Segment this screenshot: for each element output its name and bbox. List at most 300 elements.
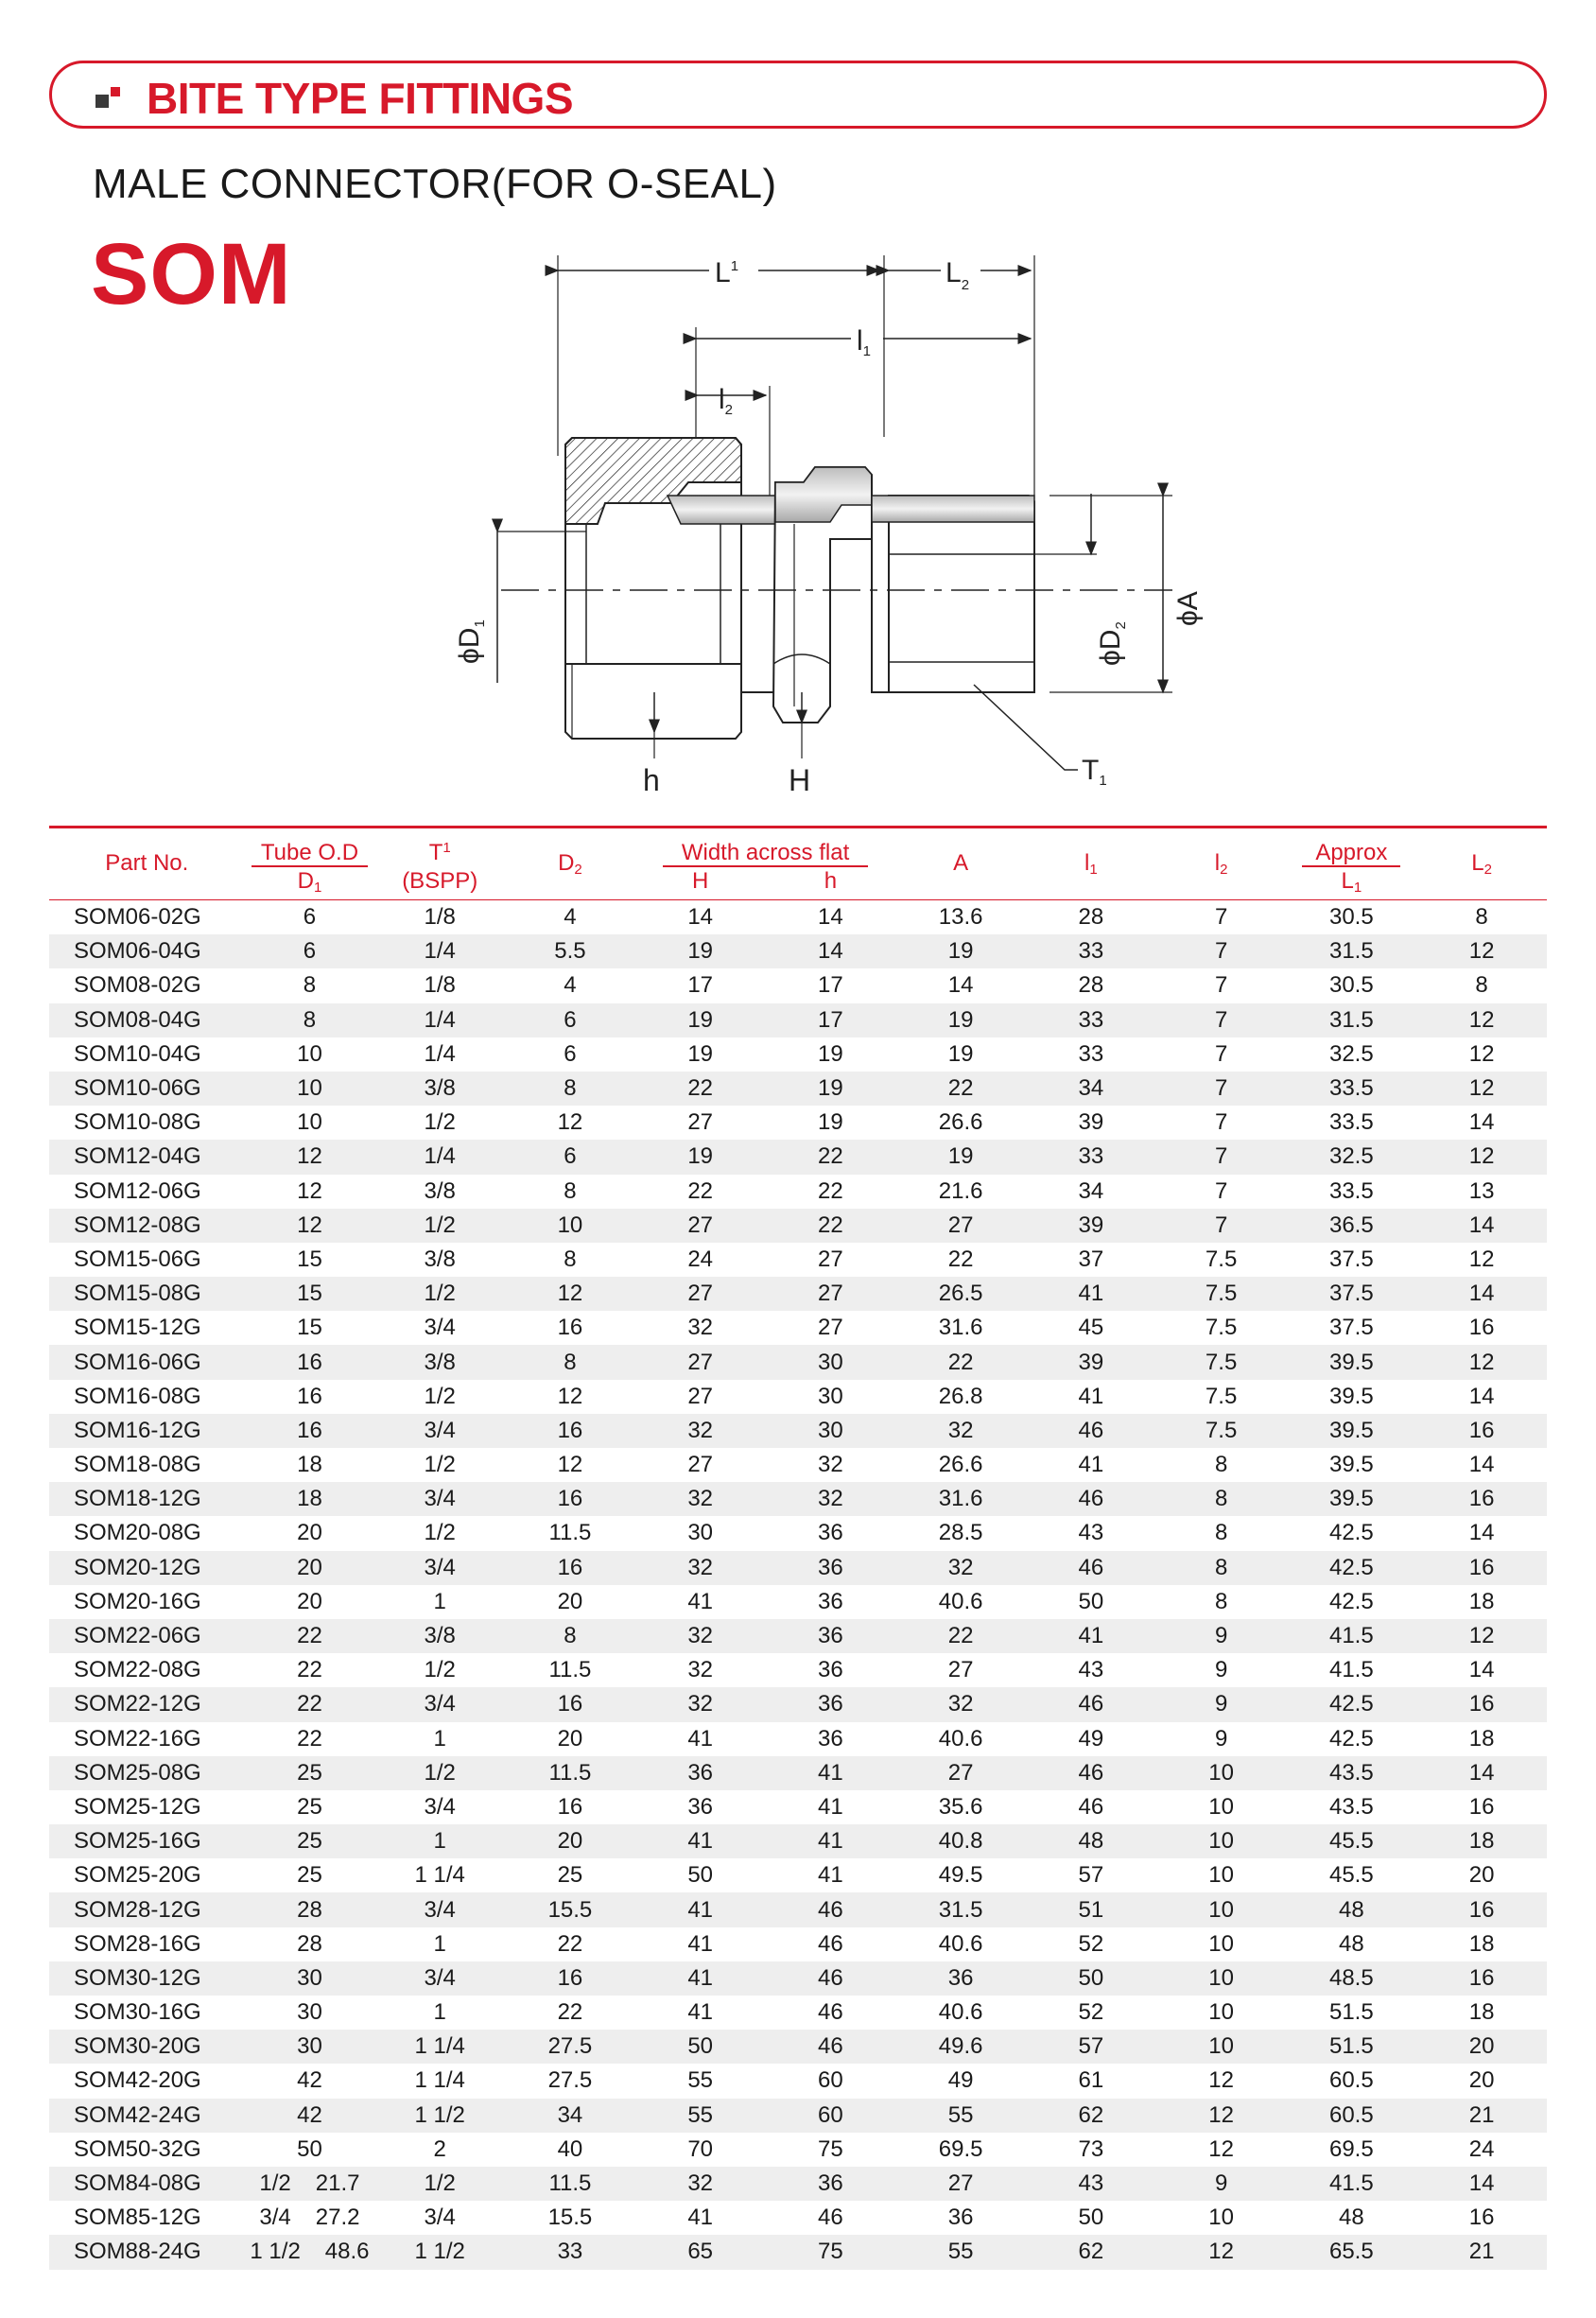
table-cell: 19 bbox=[687, 938, 714, 965]
table-cell: 41 bbox=[687, 1588, 714, 1614]
label-h: h bbox=[643, 763, 660, 797]
table-cell: 22 bbox=[947, 1075, 974, 1102]
table-cell: 22 bbox=[557, 1999, 583, 2026]
part-number-cell: SOM10-06G bbox=[74, 1075, 201, 1102]
table-cell: 46 bbox=[1078, 1554, 1104, 1580]
table-cell: 65.5 bbox=[1328, 2239, 1374, 2265]
table-cell: 3/4 bbox=[424, 2205, 456, 2231]
header-t1: $T^1$ bbox=[428, 840, 451, 865]
table-cell: 30 bbox=[818, 1417, 843, 1443]
label-l2: $l_2$ bbox=[719, 384, 734, 418]
table-cell: 33.5 bbox=[1328, 1109, 1374, 1136]
tube-od-split-cell bbox=[245, 2235, 375, 2269]
table-cell: 27 bbox=[687, 1383, 714, 1409]
table-cell: 16 bbox=[297, 1417, 322, 1443]
table-row bbox=[49, 1790, 1547, 1824]
table-cell: 33 bbox=[1078, 1006, 1104, 1033]
table-cell: 36 bbox=[818, 1588, 843, 1614]
table-cell: 42.5 bbox=[1328, 1691, 1374, 1717]
table-row bbox=[49, 1619, 1547, 1653]
table-cell: 12 bbox=[1468, 1006, 1495, 1033]
table-cell: 7 bbox=[1214, 904, 1228, 931]
table-cell: 8 bbox=[1214, 1520, 1228, 1546]
product-name: MALE CONNECTOR(FOR O-SEAL) bbox=[93, 161, 777, 207]
table-cell: 17 bbox=[818, 1006, 843, 1033]
table-cell: 7 bbox=[1214, 1143, 1228, 1170]
table-cell: 30.5 bbox=[1328, 904, 1374, 931]
table-cell: 30 bbox=[297, 1964, 322, 1991]
table-row bbox=[49, 2030, 1547, 2064]
tube-od-mm: 27.2 bbox=[315, 2205, 360, 2231]
table-cell: 41 bbox=[687, 1930, 714, 1957]
part-number-cell: SOM06-04G bbox=[74, 938, 201, 965]
table-cell: 22 bbox=[947, 1349, 974, 1375]
table-cell: 3/4 bbox=[424, 1315, 456, 1341]
table-cell: 22 bbox=[297, 1657, 322, 1683]
table-row bbox=[49, 1243, 1547, 1277]
table-cell: 12 bbox=[297, 1211, 322, 1238]
table-cell: 46 bbox=[818, 2205, 843, 2231]
table-cell: 16 bbox=[557, 1417, 583, 1443]
table-cell: 1/4 bbox=[424, 1006, 456, 1033]
table-row bbox=[49, 2133, 1547, 2167]
table-cell: 37.5 bbox=[1328, 1281, 1374, 1307]
table-cell: 41 bbox=[818, 1828, 843, 1855]
table-cell: 11.5 bbox=[548, 1759, 592, 1786]
table-cell: 25 bbox=[297, 1759, 322, 1786]
table-cell: 14 bbox=[818, 904, 843, 931]
table-row-special bbox=[49, 2201, 1547, 2235]
table-cell: 16 bbox=[1468, 1691, 1495, 1717]
table-cell: 32 bbox=[947, 1417, 974, 1443]
label-H: H bbox=[789, 763, 811, 797]
table-cell: 21.6 bbox=[938, 1177, 983, 1204]
table-cell: 22 bbox=[818, 1211, 843, 1238]
table-cell: 50 bbox=[1078, 1964, 1104, 1991]
table-cell: 50 bbox=[1078, 1588, 1104, 1614]
table-cell: 7.5 bbox=[1205, 1281, 1238, 1307]
table-cell: 10 bbox=[297, 1040, 322, 1067]
table-cell: 10 bbox=[1208, 1930, 1234, 1957]
table-cell: 41 bbox=[818, 1759, 843, 1786]
table-cell: 20 bbox=[297, 1554, 322, 1580]
part-number-cell: SOM22-08G bbox=[74, 1657, 201, 1683]
table-row bbox=[49, 1380, 1547, 1414]
table-cell: 8 bbox=[303, 972, 317, 999]
table-cell: 32.5 bbox=[1328, 1040, 1374, 1067]
table-cell: 48 bbox=[1339, 2205, 1364, 2231]
table-cell: 39.5 bbox=[1328, 1349, 1374, 1375]
table-cell: 22 bbox=[947, 1246, 974, 1272]
table-cell: 15 bbox=[297, 1246, 322, 1272]
header-d2: $D_2$ bbox=[558, 849, 582, 878]
table-cell: 40.8 bbox=[938, 1828, 983, 1855]
table-row bbox=[49, 1756, 1547, 1790]
header-L2: $L_2$ bbox=[1471, 849, 1492, 878]
table-cell: 32.5 bbox=[1328, 1143, 1374, 1170]
table-cell: 12 bbox=[1468, 1246, 1495, 1272]
table-cell: 51.5 bbox=[1328, 1999, 1374, 2026]
label-A: ϕA bbox=[1172, 591, 1204, 626]
table-cell: 41 bbox=[687, 1828, 714, 1855]
table-cell: 32 bbox=[947, 1554, 974, 1580]
table-cell: 39.5 bbox=[1328, 1417, 1374, 1443]
table-cell: 18 bbox=[1468, 1588, 1495, 1614]
table-cell: 49.6 bbox=[938, 2033, 983, 2060]
table-row bbox=[49, 1687, 1547, 1721]
table-cell: 15.5 bbox=[547, 2205, 593, 2231]
table-cell: 12 bbox=[1208, 2239, 1234, 2265]
table-cell: 55 bbox=[687, 2067, 714, 2094]
part-number-cell: SOM28-16G bbox=[74, 1930, 201, 1957]
table-cell: 9 bbox=[1214, 1691, 1228, 1717]
table-cell: 14 bbox=[1468, 1657, 1495, 1683]
table-cell: 30 bbox=[297, 2033, 322, 2060]
table-cell: 20 bbox=[1468, 2033, 1495, 2060]
table-cell: 39 bbox=[1078, 1109, 1104, 1136]
table-cell: 21 bbox=[1468, 2239, 1495, 2265]
part-number-cell: SOM25-08G bbox=[74, 1759, 201, 1786]
table-cell: 41 bbox=[1078, 1281, 1104, 1307]
table-cell: 18 bbox=[1468, 1828, 1495, 1855]
table-cell: 1 1/4 bbox=[414, 1862, 465, 1889]
table-cell: 1 bbox=[433, 1930, 446, 1957]
table-cell: 20 bbox=[1468, 2067, 1495, 2094]
table-cell: 3/4 bbox=[424, 1691, 456, 1717]
table-cell: 1/2 bbox=[424, 1759, 456, 1786]
table-cell: 10 bbox=[1208, 1964, 1234, 1991]
header-l1: $l_1$ bbox=[1084, 849, 1098, 878]
table-cell: 46 bbox=[1078, 1691, 1104, 1717]
table-cell: 12 bbox=[1468, 1349, 1495, 1375]
table-cell: 65 bbox=[687, 2239, 714, 2265]
table-cell: 14 bbox=[1468, 1759, 1495, 1786]
table-cell: 25 bbox=[297, 1793, 322, 1820]
table-cell: 27 bbox=[818, 1246, 843, 1272]
table-cell: 16 bbox=[1468, 2205, 1495, 2231]
table-cell: 12 bbox=[297, 1177, 322, 1204]
table-row bbox=[49, 1072, 1547, 1106]
table-cell: 45.5 bbox=[1328, 1828, 1374, 1855]
table-cell: 12 bbox=[1468, 1623, 1495, 1649]
part-number-cell: SOM50-32G bbox=[74, 2135, 201, 2162]
table-cell: 69.5 bbox=[1328, 2135, 1374, 2162]
table-cell: 3/4 bbox=[424, 1964, 456, 1991]
part-number-cell: SOM22-16G bbox=[74, 1725, 201, 1752]
table-cell: 48.5 bbox=[1328, 1964, 1374, 1991]
header-part-no: Part No. bbox=[105, 850, 189, 876]
part-number-cell: SOM12-06G bbox=[74, 1177, 201, 1204]
part-number-cell: SOM20-16G bbox=[74, 1588, 201, 1614]
table-cell: 42.5 bbox=[1328, 1520, 1374, 1546]
table-cell: 46 bbox=[818, 2033, 843, 2060]
table-cell: 3/4 bbox=[424, 1793, 456, 1820]
table-cell: 13.6 bbox=[938, 904, 983, 931]
table-cell: 46 bbox=[1078, 1759, 1104, 1786]
table-cell: 16 bbox=[1468, 1417, 1495, 1443]
table-cell: 41 bbox=[687, 1725, 714, 1752]
table-cell: 27.5 bbox=[547, 2067, 593, 2094]
part-number-cell: SOM08-04G bbox=[74, 1006, 201, 1033]
table-cell: 42 bbox=[297, 2067, 322, 2094]
table-cell: 27 bbox=[818, 1315, 843, 1341]
table-cell: 12 bbox=[1468, 1075, 1495, 1102]
table-cell: 75 bbox=[818, 2135, 843, 2162]
part-number-cell: SOM30-20G bbox=[74, 2033, 201, 2060]
table-cell: 36 bbox=[687, 1759, 714, 1786]
table-row bbox=[49, 1482, 1547, 1516]
label-L2: $L_2$ bbox=[945, 257, 970, 293]
table-cell: 1/2 bbox=[424, 1211, 456, 1238]
table-cell: 36 bbox=[818, 1657, 843, 1683]
table-cell: 7 bbox=[1214, 1040, 1228, 1067]
table-row bbox=[49, 1551, 1547, 1585]
table-cell: 3/8 bbox=[424, 1349, 456, 1375]
table-cell: 49 bbox=[947, 2067, 974, 2094]
table-cell: 33 bbox=[1078, 1143, 1104, 1170]
table-cell: 19 bbox=[947, 1143, 974, 1170]
table-cell: 10 bbox=[1208, 2205, 1234, 2231]
table-row bbox=[49, 1585, 1547, 1619]
table-cell: 36 bbox=[947, 1964, 974, 1991]
table-cell: 8 bbox=[1214, 1486, 1228, 1512]
table-cell: 11.5 bbox=[548, 1520, 592, 1546]
table-cell: 26.6 bbox=[938, 1109, 983, 1136]
table-cell: 73 bbox=[1078, 2135, 1104, 2162]
table-cell: 43 bbox=[1078, 1657, 1104, 1683]
table-cell: 32 bbox=[687, 2170, 714, 2197]
table-cell: 9 bbox=[1214, 1725, 1228, 1752]
table-cell: 11.5 bbox=[548, 1657, 592, 1683]
table-row bbox=[49, 1311, 1547, 1345]
table-cell: 14 bbox=[687, 904, 714, 931]
table-cell: 36 bbox=[687, 1793, 714, 1820]
table-cell: 7 bbox=[1214, 938, 1228, 965]
tube-od-mm: 21.7 bbox=[315, 2170, 360, 2197]
table-cell: 22 bbox=[818, 1177, 843, 1204]
part-number-cell: SOM42-24G bbox=[74, 2101, 201, 2128]
table-cell: 12 bbox=[557, 1281, 583, 1307]
table-cell: 27 bbox=[947, 2170, 974, 2197]
header-A: A bbox=[953, 850, 969, 876]
table-row bbox=[49, 1516, 1547, 1550]
table-cell: 20 bbox=[557, 1725, 583, 1752]
table-cell: 30 bbox=[297, 1999, 322, 2026]
table-cell: 20 bbox=[1468, 1862, 1495, 1889]
tube-od-inch: 3/4 bbox=[259, 2205, 291, 2231]
label-T1: $T_1$ bbox=[1082, 755, 1107, 789]
table-cell: 12 bbox=[557, 1109, 583, 1136]
table-cell: 41.5 bbox=[1328, 2170, 1374, 2197]
table-row bbox=[49, 968, 1547, 1002]
table-cell: 1/2 bbox=[424, 1657, 456, 1683]
table-cell: 13 bbox=[1468, 1177, 1495, 1204]
part-number-cell: SOM06-02G bbox=[74, 904, 201, 931]
table-cell: 55 bbox=[947, 2101, 974, 2128]
table-cell: 43 bbox=[1078, 1520, 1104, 1546]
table-cell: 32 bbox=[947, 1691, 974, 1717]
table-cell: 25 bbox=[297, 1862, 322, 1889]
header-tube-od: Tube O.D bbox=[252, 840, 368, 867]
tube-od-split-cell bbox=[245, 2201, 375, 2235]
table-cell: 22 bbox=[297, 1725, 322, 1752]
table-cell: 15.5 bbox=[547, 1896, 593, 1923]
table-cell: 19 bbox=[687, 1006, 714, 1033]
table-cell: 41 bbox=[687, 1896, 714, 1923]
table-cell: 12 bbox=[1208, 2101, 1234, 2128]
table-cell: 8 bbox=[564, 1623, 577, 1649]
table-cell: 46 bbox=[818, 1930, 843, 1957]
table-cell: 18 bbox=[297, 1452, 322, 1478]
table-cell: 5.5 bbox=[554, 938, 586, 965]
table-row bbox=[49, 1448, 1547, 1482]
specification-table bbox=[49, 828, 1547, 2270]
table-cell: 41 bbox=[1078, 1383, 1104, 1409]
table-cell: 10 bbox=[1208, 1828, 1234, 1855]
header-H: H bbox=[691, 868, 709, 894]
table-cell: 10 bbox=[1208, 1999, 1234, 2026]
table-cell: 70 bbox=[687, 2135, 714, 2162]
part-number-cell: SOM08-02G bbox=[74, 972, 201, 999]
table-cell: 36 bbox=[947, 2205, 974, 2231]
table-row bbox=[49, 1824, 1547, 1858]
table-cell: 12 bbox=[557, 1383, 583, 1409]
table-cell: 8 bbox=[564, 1177, 577, 1204]
table-cell: 33.5 bbox=[1328, 1075, 1374, 1102]
table-cell: 19 bbox=[947, 1006, 974, 1033]
tube-od-inch: 1 1/2 bbox=[250, 2239, 301, 2265]
table-cell: 1/8 bbox=[424, 904, 456, 931]
technical-drawing bbox=[444, 248, 1220, 806]
table-cell: 6 bbox=[564, 1006, 577, 1033]
table-cell: 3/8 bbox=[424, 1177, 456, 1204]
part-number-cell: SOM22-12G bbox=[74, 1691, 201, 1717]
table-cell: 27 bbox=[687, 1281, 714, 1307]
table-cell: 34 bbox=[1078, 1075, 1104, 1102]
part-number-cell: SOM42-20G bbox=[74, 2067, 201, 2094]
table-cell: 40.6 bbox=[938, 1588, 983, 1614]
table-cell: 24 bbox=[687, 1246, 714, 1272]
table-cell: 1/8 bbox=[424, 972, 456, 999]
part-number-cell: SOM20-08G bbox=[74, 1520, 201, 1546]
table-row bbox=[49, 900, 1547, 934]
table-cell: 16 bbox=[557, 1554, 583, 1580]
part-number-cell: SOM16-06G bbox=[74, 1349, 201, 1375]
table-cell: 4 bbox=[564, 904, 577, 931]
part-number-cell: SOM85-12G bbox=[74, 2205, 201, 2231]
table-cell: 49.5 bbox=[938, 1862, 983, 1889]
table-cell: 32 bbox=[687, 1417, 714, 1443]
table-cell: 37.5 bbox=[1328, 1315, 1374, 1341]
header-L1: $L_1$ bbox=[1341, 868, 1362, 896]
table-cell: 40.6 bbox=[938, 1930, 983, 1957]
table-row bbox=[49, 1003, 1547, 1037]
table-cell: 41.5 bbox=[1328, 1657, 1374, 1683]
table-cell: 16 bbox=[1468, 1315, 1495, 1341]
part-number-cell: SOM15-12G bbox=[74, 1315, 201, 1341]
table-cell: 1/4 bbox=[424, 1143, 456, 1170]
table-cell: 19 bbox=[947, 938, 974, 965]
table-cell: 43.5 bbox=[1328, 1793, 1374, 1820]
table-cell: 16 bbox=[1468, 1793, 1495, 1820]
table-cell: 36 bbox=[818, 1623, 843, 1649]
label-l1: $l_1$ bbox=[857, 325, 872, 359]
table-cell: 41 bbox=[687, 2205, 714, 2231]
table-cell: 60 bbox=[818, 2067, 843, 2094]
table-cell: 8 bbox=[564, 1246, 577, 1272]
table-cell: 31.6 bbox=[938, 1486, 983, 1512]
part-number-cell: SOM88-24G bbox=[74, 2239, 201, 2265]
table-cell: 1/2 bbox=[424, 2170, 456, 2197]
header-d1: $D_1$ bbox=[297, 868, 322, 896]
part-number-cell: SOM18-08G bbox=[74, 1452, 201, 1478]
part-number-cell: SOM20-12G bbox=[74, 1554, 201, 1580]
table-cell: 7.5 bbox=[1205, 1246, 1238, 1272]
table-cell: 16 bbox=[1468, 1896, 1495, 1923]
table-cell: 16 bbox=[297, 1383, 322, 1409]
table-cell: 62 bbox=[1078, 2101, 1104, 2128]
label-D1: $\phi D_1$ bbox=[454, 619, 488, 664]
table-cell: 14 bbox=[1468, 1452, 1495, 1478]
table-cell: 3/8 bbox=[424, 1075, 456, 1102]
table-cell: 32 bbox=[687, 1691, 714, 1717]
table-cell: 18 bbox=[297, 1486, 322, 1512]
table-cell: 15 bbox=[297, 1315, 322, 1341]
table-cell: 1 1/4 bbox=[414, 2033, 465, 2060]
table-cell: 8 bbox=[1214, 1554, 1228, 1580]
table-cell: 15 bbox=[297, 1281, 322, 1307]
table-cell: 31.6 bbox=[938, 1315, 983, 1341]
table-cell: 36 bbox=[818, 1725, 843, 1752]
table-row bbox=[49, 2099, 1547, 2133]
table-cell: 26.5 bbox=[938, 1281, 983, 1307]
table-cell: 31.5 bbox=[938, 1896, 983, 1923]
table-cell: 30 bbox=[687, 1520, 714, 1546]
table-cell: 19 bbox=[818, 1040, 843, 1067]
table-cell: 19 bbox=[687, 1040, 714, 1067]
part-number-cell: SOM30-16G bbox=[74, 1999, 201, 2026]
table-cell: 10 bbox=[1208, 2033, 1234, 2060]
table-cell: 16 bbox=[297, 1349, 322, 1375]
table-cell: 27 bbox=[687, 1349, 714, 1375]
table-cell: 10 bbox=[1208, 1793, 1234, 1820]
table-cell: 40 bbox=[557, 2135, 583, 2162]
table-cell: 30.5 bbox=[1328, 972, 1374, 999]
table-cell: 25 bbox=[297, 1828, 322, 1855]
table-row bbox=[49, 1961, 1547, 1996]
part-number-cell: SOM28-12G bbox=[74, 1896, 201, 1923]
table-cell: 1 1/2 bbox=[414, 2239, 465, 2265]
table-cell: 12 bbox=[557, 1452, 583, 1478]
table-row bbox=[49, 1722, 1547, 1756]
table-cell: 14 bbox=[1468, 1211, 1495, 1238]
table-cell: 36 bbox=[818, 1520, 843, 1546]
table-row-special bbox=[49, 2235, 1547, 2269]
table-cell: 20 bbox=[297, 1588, 322, 1614]
table-cell: 8 bbox=[1475, 904, 1488, 931]
table-cell: 34 bbox=[557, 2101, 583, 2128]
table-cell: 27 bbox=[687, 1452, 714, 1478]
product-code: SOM bbox=[91, 226, 292, 322]
table-cell: 42 bbox=[297, 2101, 322, 2128]
table-cell: 16 bbox=[1468, 1964, 1495, 1991]
table-cell: 48 bbox=[1339, 1930, 1364, 1957]
table-cell: 25 bbox=[557, 1862, 583, 1889]
table-cell: 20 bbox=[557, 1588, 583, 1614]
table-cell: 14 bbox=[1468, 1109, 1495, 1136]
table-cell: 12 bbox=[1208, 2067, 1234, 2094]
table-cell: 1 bbox=[433, 1828, 446, 1855]
